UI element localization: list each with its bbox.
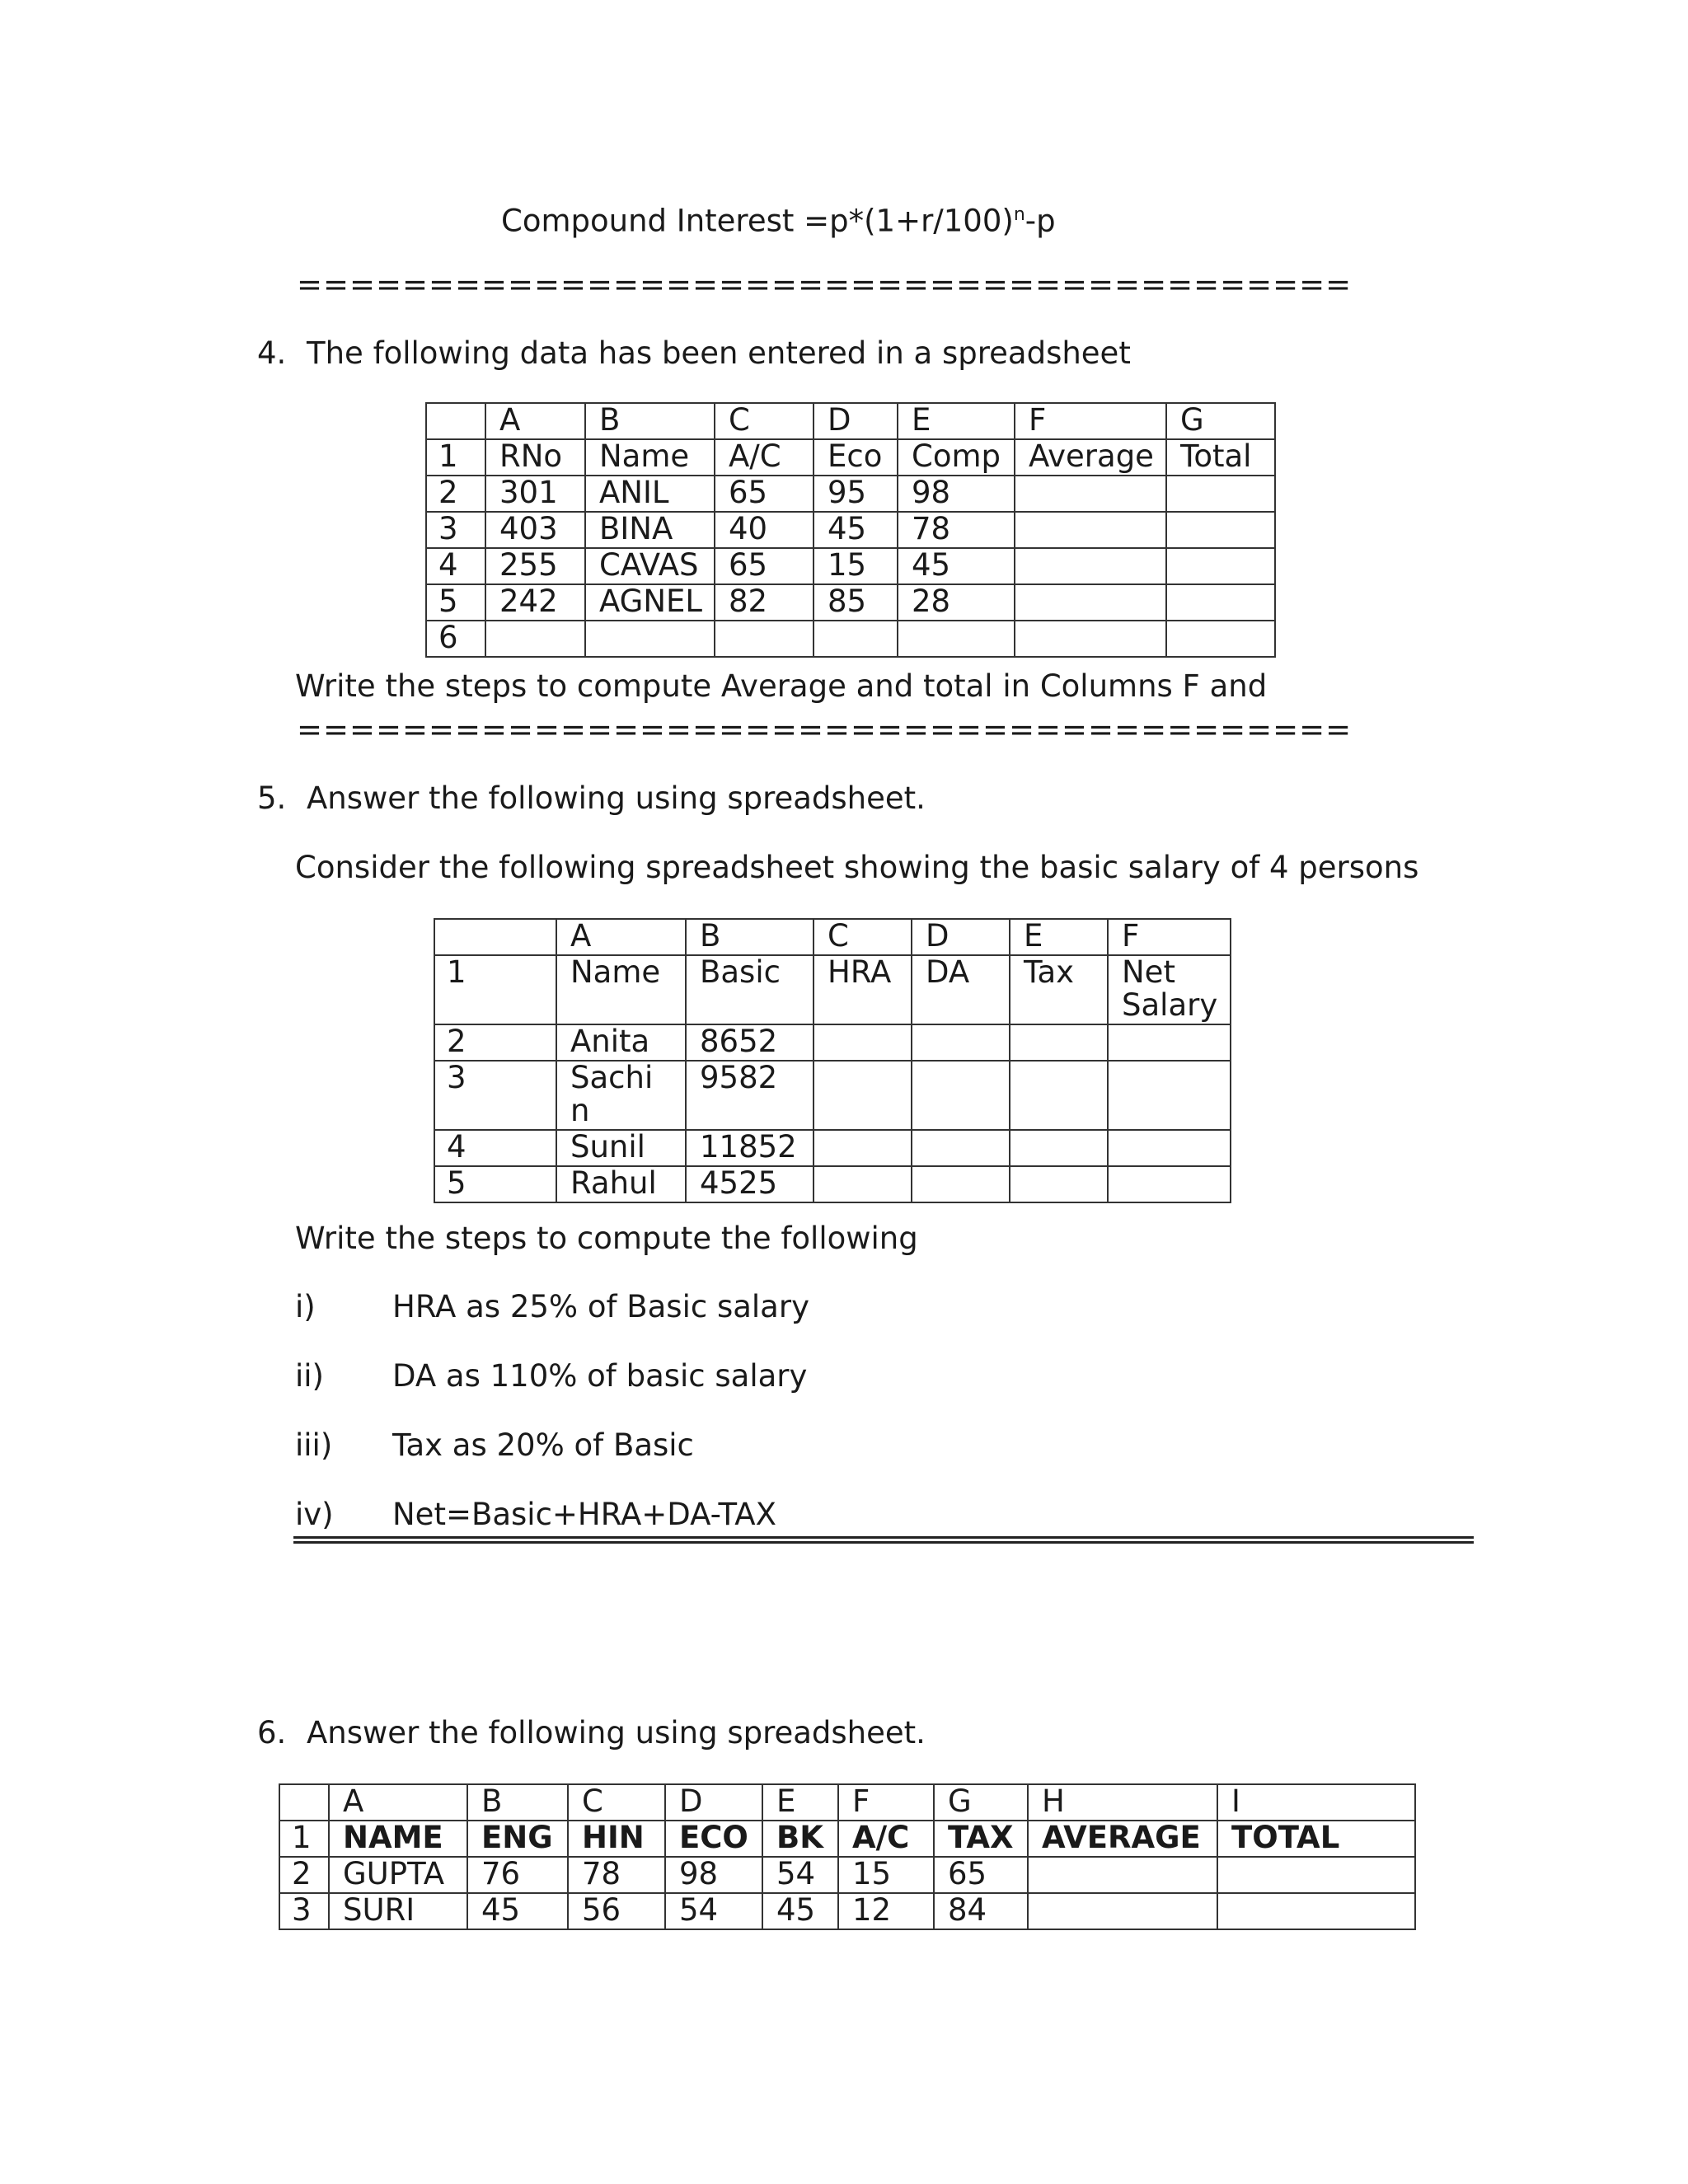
row-number: 2 — [426, 476, 485, 512]
question-5-steps-intro: Write the steps to compute the following — [295, 1221, 918, 1256]
question-5-intro: Consider the following spreadsheet showing the basic salary of 4 persons — [295, 850, 1419, 885]
table-cell: CAVAS — [585, 548, 715, 584]
table-cell: 45 — [762, 1893, 838, 1929]
table-cell: Sunil — [556, 1130, 686, 1166]
row-number: 6 — [426, 621, 485, 657]
table-cell — [1166, 584, 1275, 621]
table-cell: 255 — [485, 548, 585, 584]
column-letter: D — [665, 1784, 762, 1821]
row-number: 1 — [434, 955, 556, 1024]
table-cell — [1108, 1024, 1231, 1061]
table-cell: BK — [762, 1821, 838, 1857]
table-row — [426, 621, 1275, 657]
table-cell: 40 — [715, 512, 814, 548]
table-cell: 84 — [934, 1893, 1028, 1929]
column-letter: B — [686, 919, 814, 955]
column-letter: I — [1217, 1784, 1415, 1821]
table-cell — [898, 621, 1015, 657]
table-cell: Eco — [814, 439, 898, 476]
table-row — [434, 955, 1231, 1024]
column-letter: B — [585, 403, 715, 439]
table-cell — [485, 621, 585, 657]
separator-line: ======================================== — [297, 267, 1353, 302]
table-cell: 45 — [814, 512, 898, 548]
table-cell — [585, 621, 715, 657]
column-letter: A — [556, 919, 686, 955]
table-row — [434, 1024, 1231, 1061]
step-i-text: HRA as 25% of Basic salary — [392, 1289, 809, 1324]
table-cell: 98 — [898, 476, 1015, 512]
table-cell — [1028, 1893, 1217, 1929]
table-cell — [1010, 1166, 1108, 1202]
column-letter: F — [1015, 403, 1166, 439]
double-rule-divider — [293, 1536, 1474, 1544]
table-cell: Name — [556, 955, 686, 1024]
q5-spreadsheet-table — [434, 918, 1231, 1203]
question-4-footer: Write the steps to compute Average and total in Columns F and — [295, 668, 1268, 704]
table-cell: AVERAGE — [1028, 1821, 1217, 1857]
table-cell: Tax — [1010, 955, 1108, 1024]
step-ii-number: ii) — [295, 1358, 324, 1394]
step-iv-number: iv) — [295, 1497, 334, 1532]
table-row — [434, 1130, 1231, 1166]
table-cell: 65 — [715, 476, 814, 512]
q4-spreadsheet-table — [425, 402, 1276, 658]
table-cell: 15 — [838, 1857, 934, 1893]
table-cell: 78 — [898, 512, 1015, 548]
table-cell: 4525 — [686, 1166, 814, 1202]
formula-label: Compound Interest =p*(1+r/100) — [501, 203, 1014, 239]
table-cell — [1015, 476, 1166, 512]
separator-line: ======================================== — [297, 712, 1353, 748]
column-letter: E — [898, 403, 1015, 439]
table-cell — [1015, 621, 1166, 657]
table-cell: A/C — [715, 439, 814, 476]
table-row — [434, 1166, 1231, 1202]
table-cell: GUPTA — [329, 1857, 467, 1893]
question-6-text: Answer the following using spreadsheet. — [307, 1715, 926, 1750]
row-number: 3 — [434, 1061, 556, 1130]
table-cell: AGNEL — [585, 584, 715, 621]
table-cell — [912, 1166, 1010, 1202]
table-cell — [1015, 512, 1166, 548]
table-row — [279, 1893, 1415, 1929]
question-5-number: 5. — [257, 780, 287, 816]
table-cell — [715, 621, 814, 657]
row-number: 1 — [426, 439, 485, 476]
column-letter: D — [912, 919, 1010, 955]
column-letter: D — [814, 403, 898, 439]
table-cell: 28 — [898, 584, 1015, 621]
column-letter: A — [329, 1784, 467, 1821]
table-cell: 301 — [485, 476, 585, 512]
table-row — [426, 548, 1275, 584]
question-6-number: 6. — [257, 1715, 287, 1750]
table-cell: Comp — [898, 439, 1015, 476]
table-cell: DA — [912, 955, 1010, 1024]
table-cell — [814, 1061, 912, 1130]
table-cell: 65 — [715, 548, 814, 584]
table-cell: 403 — [485, 512, 585, 548]
column-letter: C — [715, 403, 814, 439]
column-letter — [279, 1784, 329, 1821]
table-cell: 85 — [814, 584, 898, 621]
table-cell — [1217, 1893, 1415, 1929]
question-5-text: Answer the following using spreadsheet. — [307, 780, 926, 816]
table-cell: Average — [1015, 439, 1166, 476]
table-cell: 45 — [467, 1893, 568, 1929]
column-letter: E — [762, 1784, 838, 1821]
table-cell — [814, 1130, 912, 1166]
table-cell: Net Salary — [1108, 955, 1231, 1024]
table-cell — [814, 1024, 912, 1061]
table-cell: 76 — [467, 1857, 568, 1893]
table-cell — [1010, 1061, 1108, 1130]
table-cell: Name — [585, 439, 715, 476]
table-cell — [1015, 584, 1166, 621]
table-cell: A/C — [838, 1821, 934, 1857]
row-number: 4 — [426, 548, 485, 584]
table-cell: 242 — [485, 584, 585, 621]
row-number: 2 — [434, 1024, 556, 1061]
column-letter: C — [568, 1784, 665, 1821]
row-number: 3 — [426, 512, 485, 548]
table-cell — [1010, 1024, 1108, 1061]
table-cell — [912, 1061, 1010, 1130]
table-cell: 54 — [665, 1893, 762, 1929]
column-letter: F — [838, 1784, 934, 1821]
table-row — [426, 512, 1275, 548]
table-cell: TAX — [934, 1821, 1028, 1857]
table-cell: Sachi n — [556, 1061, 686, 1130]
table-cell — [1166, 512, 1275, 548]
column-letter: C — [814, 919, 912, 955]
column-letter: E — [1010, 919, 1108, 955]
table-cell: 8652 — [686, 1024, 814, 1061]
step-iv-text: Net=Basic+HRA+DA-TAX — [392, 1497, 776, 1532]
row-number: 1 — [279, 1821, 329, 1857]
row-number: 2 — [279, 1857, 329, 1893]
table-cell: Rahul — [556, 1166, 686, 1202]
column-letter-row — [434, 919, 1231, 955]
table-cell: SURI — [329, 1893, 467, 1929]
table-cell — [1166, 621, 1275, 657]
row-number: 5 — [434, 1166, 556, 1202]
step-iii-text: Tax as 20% of Basic — [392, 1427, 694, 1463]
column-letter — [434, 919, 556, 955]
question-4-number: 4. — [257, 335, 287, 371]
table-cell: ECO — [665, 1821, 762, 1857]
table-row — [426, 584, 1275, 621]
column-letter-row — [279, 1784, 1415, 1821]
table-cell: RNo — [485, 439, 585, 476]
table-cell: Total — [1166, 439, 1275, 476]
table-cell: 45 — [898, 548, 1015, 584]
question-4-text: The following data has been entered in a spreadsheet — [307, 335, 1131, 371]
table-cell: ENG — [467, 1821, 568, 1857]
table-cell — [1108, 1130, 1231, 1166]
step-i-number: i) — [295, 1289, 316, 1324]
table-cell: Basic — [686, 955, 814, 1024]
table-row — [279, 1857, 1415, 1893]
table-cell: 12 — [838, 1893, 934, 1929]
row-number: 5 — [426, 584, 485, 621]
column-letter — [426, 403, 485, 439]
table-cell — [814, 1166, 912, 1202]
table-cell: 78 — [568, 1857, 665, 1893]
table-cell — [1166, 476, 1275, 512]
table-cell: BINA — [585, 512, 715, 548]
table-cell — [1108, 1166, 1231, 1202]
table-cell: TOTAL — [1217, 1821, 1415, 1857]
table-cell: NAME — [329, 1821, 467, 1857]
table-row — [426, 476, 1275, 512]
table-row — [434, 1061, 1231, 1130]
step-ii-text: DA as 110% of basic salary — [392, 1358, 808, 1394]
table-cell: HIN — [568, 1821, 665, 1857]
table-cell: 11852 — [686, 1130, 814, 1166]
table-cell: 82 — [715, 584, 814, 621]
table-cell: 56 — [568, 1893, 665, 1929]
table-cell: 54 — [762, 1857, 838, 1893]
column-letter-row — [426, 403, 1275, 439]
table-cell: 15 — [814, 548, 898, 584]
table-cell — [912, 1024, 1010, 1061]
table-cell: Anita — [556, 1024, 686, 1061]
column-letter: G — [934, 1784, 1028, 1821]
table-row — [279, 1821, 1415, 1857]
table-cell — [912, 1130, 1010, 1166]
compound-interest-formula — [501, 196, 1056, 240]
table-cell: 9582 — [686, 1061, 814, 1130]
column-letter: F — [1108, 919, 1231, 955]
row-number: 4 — [434, 1130, 556, 1166]
table-cell: HRA — [814, 955, 912, 1024]
formula-tail: -p — [1025, 203, 1056, 239]
table-cell: 98 — [665, 1857, 762, 1893]
table-row — [426, 439, 1275, 476]
column-letter: H — [1028, 1784, 1217, 1821]
table-cell — [1010, 1130, 1108, 1166]
formula-exponent: n — [1013, 204, 1025, 225]
table-cell — [1108, 1061, 1231, 1130]
column-letter: G — [1166, 403, 1275, 439]
table-cell: ANIL — [585, 476, 715, 512]
table-cell — [1217, 1857, 1415, 1893]
column-letter: A — [485, 403, 585, 439]
table-cell — [1166, 548, 1275, 584]
row-number: 3 — [279, 1893, 329, 1929]
table-cell — [1028, 1857, 1217, 1893]
table-cell: 95 — [814, 476, 898, 512]
table-cell — [1015, 548, 1166, 584]
column-letter: B — [467, 1784, 568, 1821]
q6-spreadsheet-table — [279, 1783, 1416, 1930]
table-cell — [814, 621, 898, 657]
table-cell: 65 — [934, 1857, 1028, 1893]
step-iii-number: iii) — [295, 1427, 333, 1463]
